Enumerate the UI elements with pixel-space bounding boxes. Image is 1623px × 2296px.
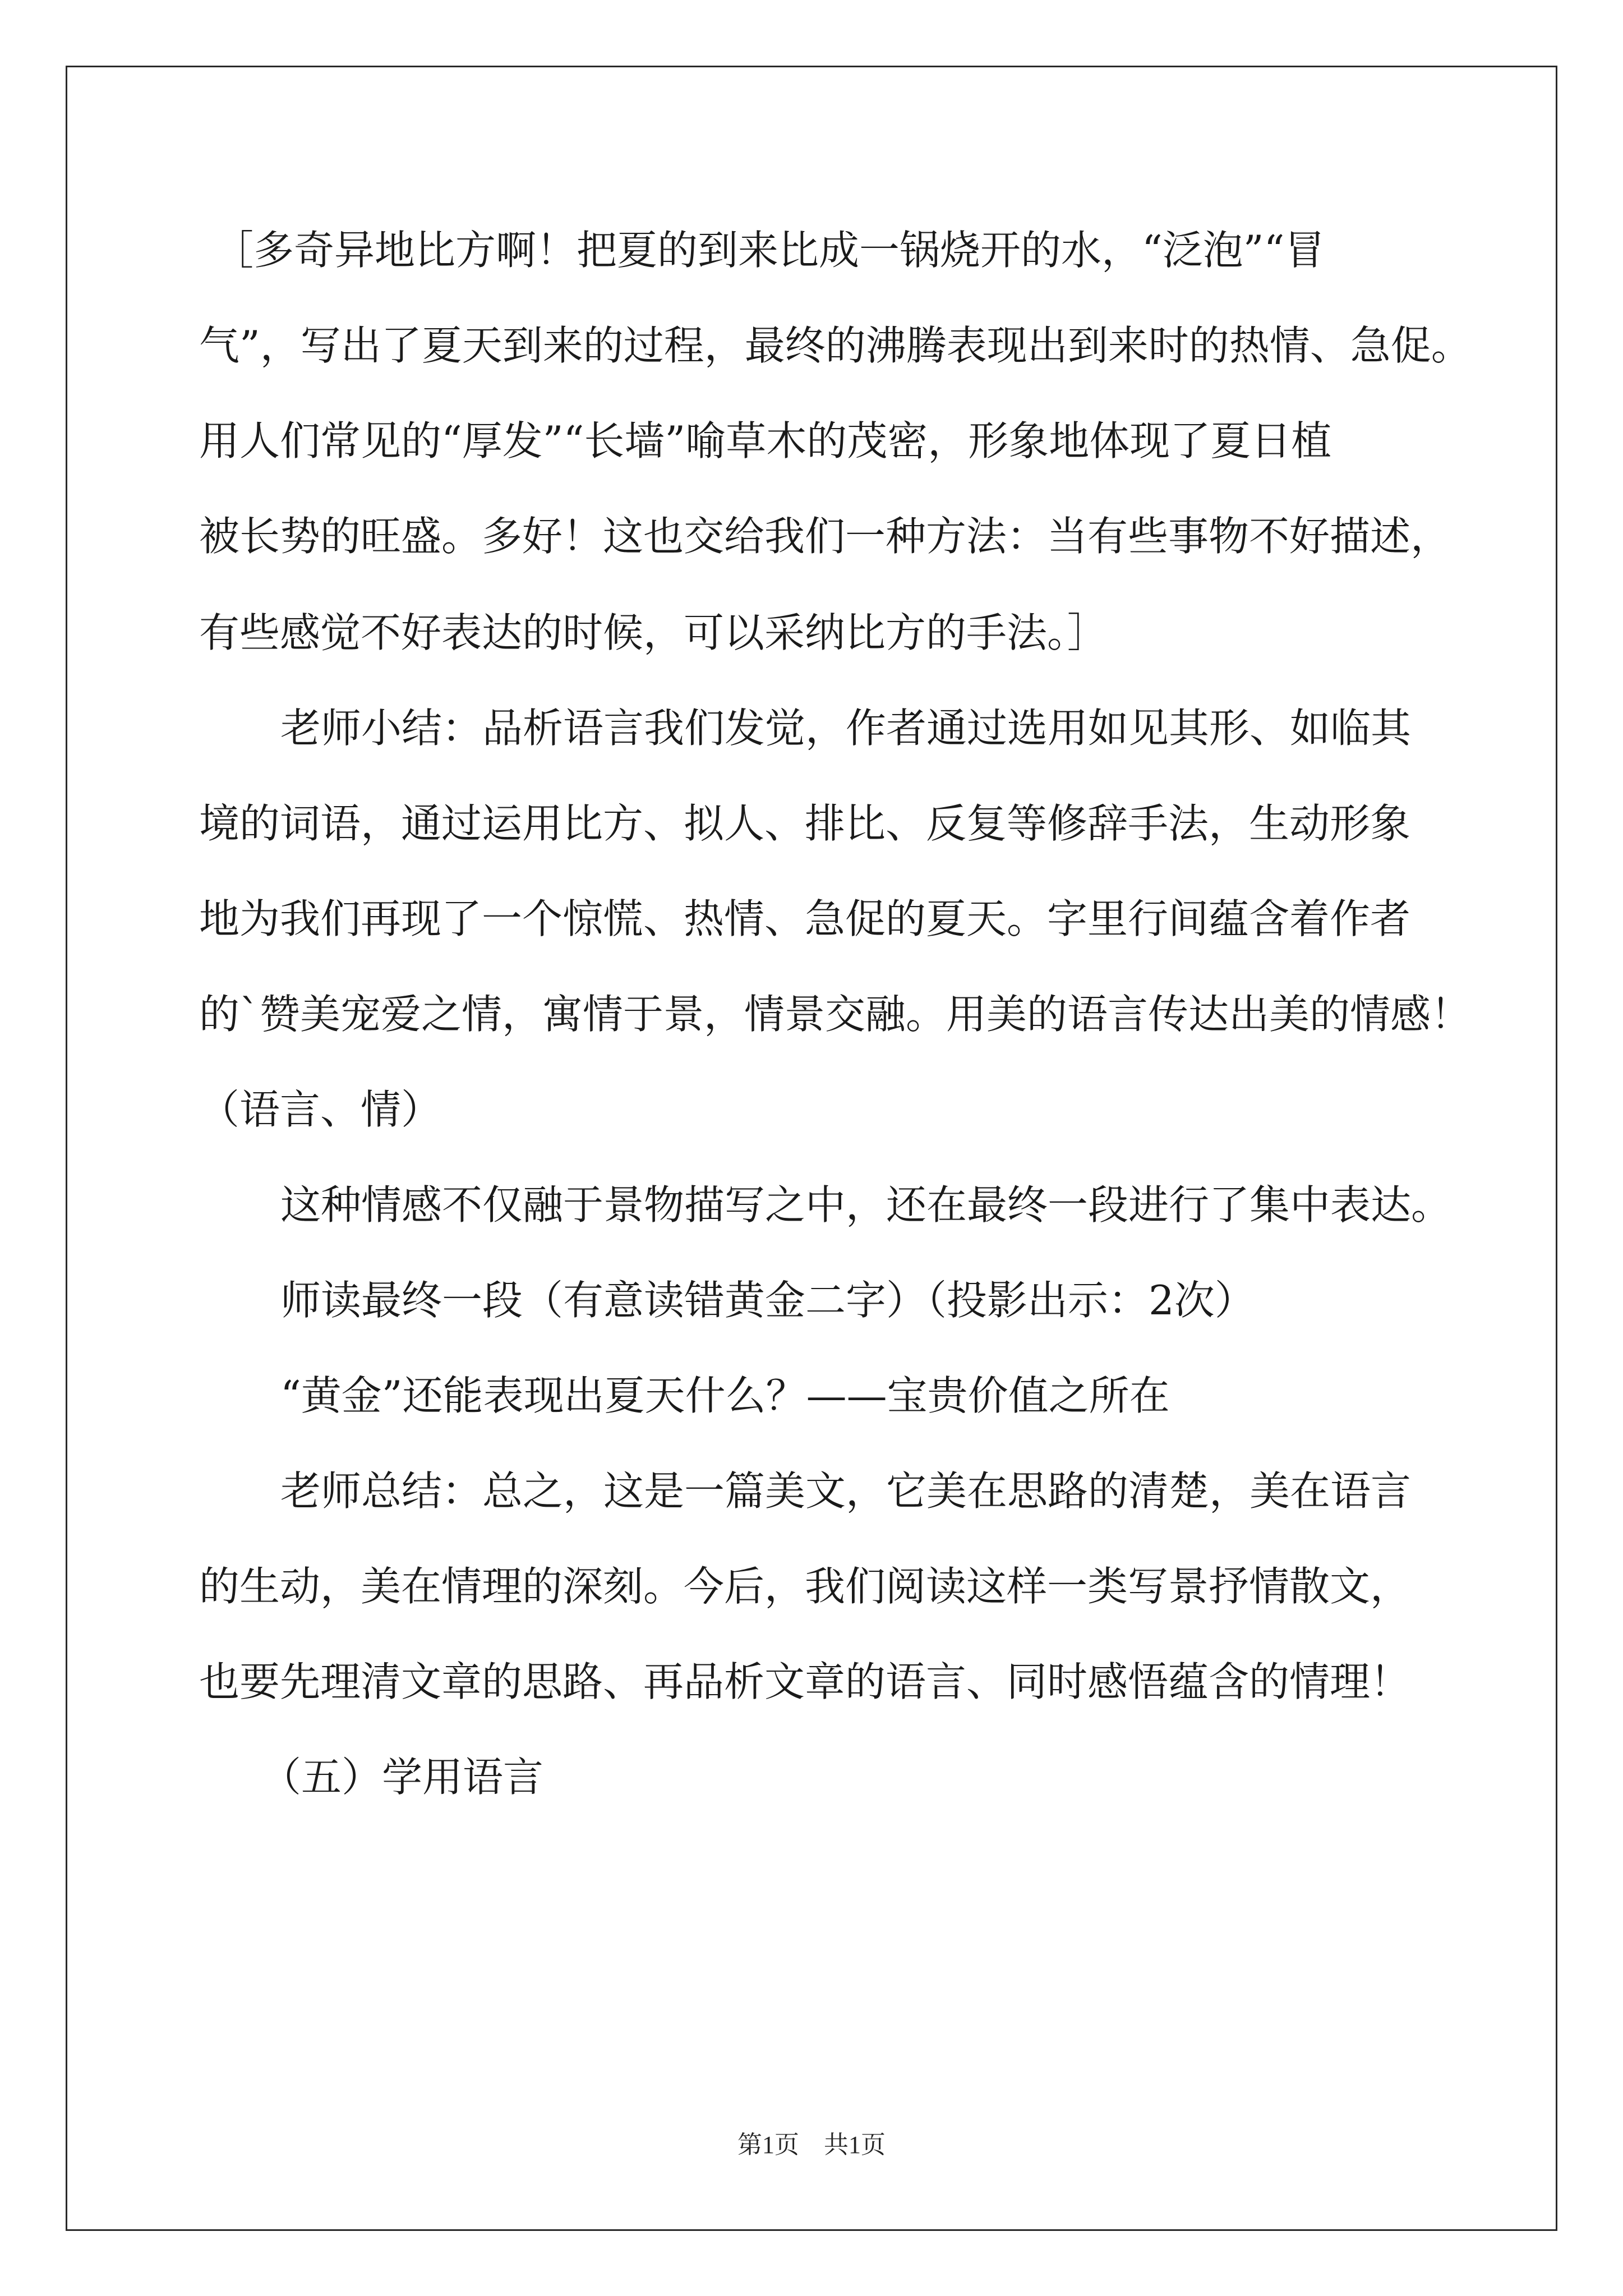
text-line-14: 老师总结：总之，这是一篇美文，它美在思路的清楚，美在语言: [280, 1467, 1412, 1515]
page-border: [66, 66, 1557, 2231]
text-line-8: 地为我们再现了一个惊慌、热情、急促的夏天。字里行间蕴含着作者: [199, 895, 1411, 942]
text-line-11: 这种情感不仅融于景物描写之中，还在最终一段进行了集中表达。: [280, 1181, 1452, 1228]
text-line-10: （语言、情）: [199, 1086, 442, 1133]
text-line-12: 师读最终一段（有意读错黄金二字）（投影出示：2次）: [280, 1277, 1255, 1324]
text-line-16: 也要先理清文章的思路、再品析文章的语言、同时感悟蕴含的情理！: [199, 1658, 1411, 1705]
text-line-5: 有些感觉不好表达的时候，可以采纳比方的手法。］: [199, 609, 1108, 656]
text-line-4: 被长势的旺盛。多好！这也交给我们一种方法：当有些事物不好描述，: [199, 513, 1451, 560]
page-footer: 第1页 共1页: [737, 2131, 886, 2159]
text-line-7: 境的词语，通过运用比方、拟人、排比、反复等修辞手法，生动形象: [199, 800, 1411, 847]
text-line-13: “黄金”还能表现出夏天什么？——宝贵价值之所在: [280, 1372, 1170, 1419]
text-line-17: （五）学用语言: [261, 1754, 544, 1801]
text-line-15: 的生动，美在情理的深刻。今后，我们阅读这样一类写景抒情散文，: [199, 1563, 1411, 1610]
text-line-2: 气”，写出了夏天到来的过程，最终的沸腾表现出到来时的热情、急促。: [199, 322, 1472, 369]
text-line-3: 用人们常见的“厚发”“长墙”喻草木的茂密，形象地体现了夏日植: [199, 417, 1332, 464]
text-line-9: 的`赞美宠爱之情，寓情于景，情景交融。用美的语言传达出美的情感！: [199, 991, 1472, 1038]
text-line-6: 老师小结：品析语言我们发觉，作者通过选用如见其形、如临其: [280, 705, 1412, 752]
text-line-1: ［多奇异地比方啊！把夏的到来比成一锅烧开的水，“泛泡”“冒: [213, 227, 1325, 274]
